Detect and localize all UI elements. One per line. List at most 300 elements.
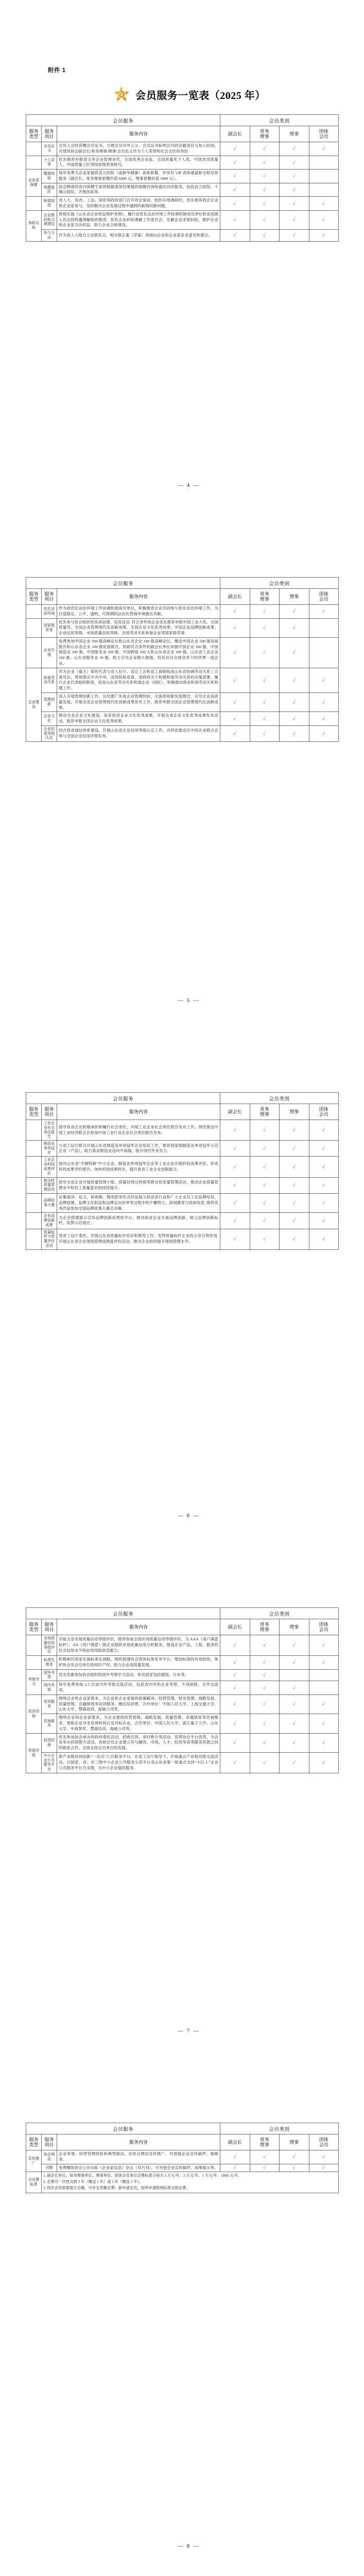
check-director [280, 618, 309, 637]
service-type-cell [26, 1213, 42, 1229]
header-vice-president: 副会长 [220, 1619, 250, 1635]
table-row [26, 1157, 339, 1177]
check-exec-director [250, 712, 280, 726]
table-body-page-4 [26, 142, 339, 242]
header-group-member-line2: 会员 [319, 134, 328, 139]
check-icon: ✓ [263, 232, 266, 238]
table-header-group-row [26, 1093, 339, 1104]
service-item-cell: 制造业单项冠军 [42, 1141, 57, 1157]
check-vice-president [220, 197, 250, 211]
check-icon: ✓ [233, 716, 237, 721]
header-vice-president: 副会长 [220, 589, 250, 605]
check-vice-president [220, 618, 250, 637]
table-row [26, 142, 339, 156]
check-icon: ✓ [233, 677, 237, 683]
header-service-item-line2: 项目 [44, 1112, 54, 1117]
header-service-type [26, 2134, 42, 2150]
header-service-item [42, 589, 57, 605]
title-row [26, 86, 338, 103]
check-vice-president [220, 605, 250, 619]
check-icon: ✓ [292, 625, 296, 631]
header-service-item-line2: 项目 [44, 597, 54, 602]
check-exec-director [250, 1694, 280, 1714]
check-icon: ✓ [292, 173, 296, 179]
page-number-5: — 5 — [178, 997, 200, 1004]
table-header-group-row [26, 1608, 339, 1619]
check-exec-director [250, 1229, 280, 1249]
service-content-cell: 倡导我省企业积极承担和履行社会责任，开展工业企业社会责任报告发布工作，择优推送中国工业经济联合会参加中国工业行业企业社会责任报告发布。 [57, 1120, 220, 1141]
check-vice-president [220, 210, 250, 229]
check-vice-president [220, 2150, 250, 2164]
header-service-item-line1: 服务 [44, 591, 54, 597]
header-service-type-line1: 服务 [29, 1106, 39, 1112]
check-director [280, 1714, 309, 1733]
check-icon: ✓ [263, 173, 266, 179]
table-row [26, 1694, 339, 1714]
check-icon: ✓ [292, 608, 296, 614]
check-vice-president [220, 1141, 250, 1157]
check-exec-director [250, 1157, 280, 1177]
check-icon: ✓ [322, 1659, 325, 1665]
table-header-group-row [26, 115, 339, 126]
header-service-type-line2: 类型 [29, 597, 39, 602]
check-director [280, 1141, 309, 1157]
header-group-member [309, 589, 339, 605]
check-vice-president [220, 1694, 250, 1714]
check-icon: ✓ [233, 1127, 237, 1133]
check-group-member [309, 183, 339, 197]
service-item-cell: 企业百强 [42, 637, 57, 668]
document-page-6 [0, 1030, 364, 1546]
header-director: 理事 [280, 2134, 309, 2150]
check-director [280, 1157, 309, 1177]
service-item-cell: 协会网站 [42, 2150, 57, 2164]
fee-standard-label: 会员费标准 [26, 2172, 42, 2193]
header-service-item [42, 126, 57, 142]
table-body-page-7 [26, 1635, 339, 1773]
check-icon: ✓ [292, 200, 296, 206]
header-exec-director-line2: 理事 [259, 1627, 269, 1632]
service-type-cell [26, 197, 42, 211]
check-icon: ✓ [322, 1701, 325, 1707]
check-icon: ✓ [233, 1217, 237, 1223]
header-service-item [42, 1619, 57, 1635]
table-row [26, 1229, 339, 1249]
table-row [26, 170, 339, 183]
header-exec-director-line2: 理事 [259, 134, 269, 139]
check-icon: ✓ [322, 1145, 325, 1151]
service-content-cell: 作为省优化法治环境工作协调机制成员单位，积极推进企业共同参与优化法治环境工作，为打造稳定、公平、透明、可预期的法治化营商环境做出贡献。 [57, 605, 220, 619]
check-icon: ✓ [292, 731, 296, 736]
check-icon: ✓ [322, 677, 325, 683]
header-exec-director [250, 1104, 280, 1120]
check-vice-president [220, 1752, 250, 1773]
service-type-cell [26, 1141, 42, 1157]
check-icon: ✓ [292, 716, 296, 721]
header-service-content: 服务内容 [57, 1104, 220, 1120]
check-icon: ✓ [292, 677, 296, 683]
check-group-member [309, 1193, 339, 1212]
check-group-member [309, 1656, 339, 1670]
service-type-cell [26, 142, 42, 156]
header-group-member [309, 2134, 339, 2150]
service-item-cell: 刊物 [42, 2164, 57, 2172]
check-icon: ✓ [292, 1182, 296, 1188]
check-icon: ✓ [322, 1759, 325, 1765]
service-content-cell: 作为省人大地方立法联系点，相关修正案（草案）将面向企业和企业家征求意见和建议。 [57, 230, 220, 242]
header-exec-director [250, 1619, 280, 1635]
check-icon: ✓ [233, 1685, 237, 1690]
header-service-type-line2: 类型 [29, 2142, 39, 2147]
fee-standard-note-line: 2. 会费可一次性交纳 3 年（赠送 1 年）或 5 年（赠送 2 年）。 [43, 2179, 143, 2184]
service-content-cell: 优先推荐申报袁宝华企业管理金奖、全国优秀企业家、全国质量奖个人奖、中国杰出质量人、中国质量工匠等国家级荣誉称号。 [57, 156, 220, 170]
document-page-7 [0, 1546, 364, 2061]
check-director [280, 1752, 309, 1773]
service-type-cell [26, 1177, 42, 1193]
check-group-member [309, 1213, 339, 1229]
member-service-table-page-6 [26, 1092, 339, 1250]
check-icon: ✓ [322, 146, 325, 151]
header-service-type-line2: 类型 [29, 1112, 39, 1117]
check-icon: ✓ [263, 650, 266, 655]
check-icon: ✓ [263, 1720, 266, 1726]
check-icon: ✓ [233, 1642, 237, 1648]
check-group-member [309, 1177, 339, 1193]
header-exec-director-line2: 理事 [259, 597, 269, 602]
check-group-member [309, 1141, 339, 1157]
check-icon: ✓ [263, 1740, 266, 1745]
header-service-type [26, 126, 42, 142]
check-vice-president [220, 1681, 250, 1695]
table-row [26, 725, 339, 741]
check-icon: ✓ [233, 1720, 237, 1726]
check-director [280, 668, 309, 692]
header-group-member [309, 1619, 339, 1635]
member-service-table-page-4 [26, 114, 339, 242]
check-vice-president [220, 1193, 250, 1212]
header-service-item-line1: 服务 [44, 128, 54, 134]
check-exec-director [250, 1193, 280, 1212]
service-content-cell: 受省工信厅委托，开展山东省质量标杆培育和推荐工作，发挥质量标杆企业的示范引领作用. 开展山东省企业现场管理成熟度评价活动，推动企业持续提升现场管理水平。 [57, 1229, 220, 1249]
check-icon: ✓ [233, 731, 237, 736]
check-exec-director [250, 1752, 280, 1773]
check-exec-director [250, 170, 280, 183]
check-director [280, 637, 309, 668]
check-exec-director [250, 637, 280, 668]
header-exec-director-line2: 理事 [259, 1112, 269, 1117]
service-content-cell: 深入开展管理创新工作，总结推广先进企业管理经验，全面贯彻新发展理念，引导企业高质量发展，开展全省企业管理现代化创新成果发布工作，推荐申报全国企业管理现代化创新成果。 [57, 692, 220, 711]
service-type-cell: 宣传推广 [26, 2150, 42, 2172]
check-exec-director [250, 2164, 280, 2172]
check-group-member [309, 1635, 339, 1656]
header-service-type-line1: 服务 [29, 2137, 39, 2142]
header-service-item-line2: 项目 [44, 134, 54, 139]
service-content-cell: 优先参与协会组织的各项创建、培育活动. 符合条件的企业优先推荐申报中国工业大奖、全国质量奖、全国企业管理现代化创新成果、全国企业文化优秀成果、中国企业品牌创新成果、企业信用等级、市场质量信用等级、全国劳动关系和谐企业等国家级荣誉。 [57, 618, 220, 637]
header-service-item-line2: 项目 [44, 1627, 54, 1632]
check-group-member [309, 1752, 339, 1773]
table-row [26, 1213, 339, 1229]
table-header-col-row [26, 1104, 339, 1120]
check-vice-president [220, 1669, 250, 1681]
service-item-cell: 会员证书 [42, 142, 57, 156]
check-icon: ✓ [263, 699, 266, 705]
check-icon: ✓ [292, 1145, 296, 1151]
check-director [280, 1681, 309, 1695]
service-item-cell: 工业企业科技成果评价 [42, 1157, 57, 1177]
page-number-4: — 4 — [178, 482, 200, 488]
table-row [26, 1752, 339, 1773]
check-vice-president [220, 1714, 250, 1733]
check-group-member [309, 692, 339, 711]
check-exec-director [250, 1213, 280, 1229]
check-group-member [309, 605, 339, 619]
check-group-member [309, 668, 339, 692]
table-body-page-8 [26, 2150, 339, 2193]
header-service-type-line2: 类型 [29, 1627, 39, 1632]
check-exec-director [250, 1681, 280, 1695]
check-icon: ✓ [263, 187, 266, 192]
service-item-cell: 和谐劳动关系 [42, 668, 57, 692]
check-icon: ✓ [322, 232, 325, 238]
table-row [26, 618, 339, 637]
table-header-col-row [26, 126, 339, 142]
check-director [280, 1193, 309, 1212]
check-vice-president [220, 1177, 250, 1193]
check-vice-president [220, 170, 250, 183]
check-director [280, 692, 309, 711]
service-item-cell: 个人荣誉 [42, 156, 57, 170]
check-exec-director [250, 692, 280, 711]
service-item-cell: 标准化推进 [42, 1656, 57, 1670]
check-icon: ✓ [292, 232, 296, 238]
document-page-8 [0, 2061, 364, 2576]
header-member-service: 会员服务 [26, 1093, 220, 1104]
check-icon: ✓ [322, 731, 325, 736]
service-item-cell: 优化法治环境 [42, 605, 57, 619]
service-content-cell: 结合我省诚信体系建设，开展山东省企业信用等级认定工作，并择优推送至中国企业联合会参与全国企业信用评级发布。 [57, 725, 220, 741]
service-content-cell: 与省工信厅联合开展山东省制造业单项冠军企业培育工作，推荐国家级制造业单项冠军示范企业（产品），助力我省制造业迈向中高端，提升国内外竞争力。 [57, 1141, 220, 1157]
header-vice-president: 副会长 [220, 1104, 250, 1120]
check-icon: ✓ [263, 2154, 266, 2160]
header-service-content: 服务内容 [57, 126, 220, 142]
check-group-member [309, 1694, 339, 1714]
table-row [26, 637, 339, 668]
check-director [280, 1694, 309, 1714]
header-service-type [26, 1619, 42, 1635]
header-service-content: 服务内容 [57, 1619, 220, 1635]
check-icon: ✓ [263, 677, 266, 683]
check-vice-president [220, 1229, 250, 1249]
header-group-member [309, 1104, 339, 1120]
check-group-member [309, 1157, 339, 1177]
service-item-cell: 企业维权和合规建设 [42, 210, 57, 229]
check-icon: ✓ [263, 608, 266, 614]
check-director [280, 156, 309, 170]
check-icon: ✓ [322, 217, 325, 223]
service-content-cell: 作为企业（雇主）组织代表与省人社厅、省总工会和省工商联组成山东省协调劳动关系三方委员会，贯彻落实中共中央、国务院和省委、省政府关于构建和谐劳动关系的决策部署，履行企业代表组织职责，培育山东省劳动关系和谐企业（园区），积极推动我省和谐劳动关系构建工作。 [57, 668, 220, 692]
table-row [26, 197, 339, 211]
service-content-cell: 会员入会时获赠会员证书，方便会员对外公示。会员证书标明会员的会籍身份与加入时间。可使用协会副会长/常务理事/理事/会员名义作为个人荣誉和社会交往的身份. [57, 142, 220, 156]
check-exec-director [250, 1656, 280, 1670]
header-group-member-line2: 会员 [319, 1627, 328, 1632]
check-exec-director [250, 1714, 280, 1733]
service-item-cell: 管理创新 [42, 692, 57, 711]
service-type-cell [26, 1193, 42, 1212]
check-icon: ✓ [292, 159, 296, 165]
service-content-cell: 征集演讲、征文、短视频、微电影等形式作品展示我省各行业和广大企业员工在品牌培育、品牌创建、品牌文化积淀和品牌走向世界等过程中的不懈努力、深刻感受与具体收获. 推荐优秀作品参加全国品牌故事大赛总决赛。 [57, 1193, 220, 1212]
service-item-cell: 保健就医 [42, 183, 57, 197]
header-service-type-line2: 类型 [29, 134, 39, 139]
check-icon: ✓ [263, 716, 266, 721]
check-icon: ✓ [263, 731, 266, 736]
service-type-cell: 培训咨询 [26, 1694, 42, 1733]
service-type-cell: 考察学习 [26, 1669, 42, 1694]
check-icon: ✓ [322, 1200, 325, 1206]
header-service-type-line1: 服务 [29, 591, 39, 597]
check-icon: ✓ [263, 1182, 266, 1188]
check-icon: ✓ [292, 1740, 296, 1745]
header-service-type-line1: 服务 [29, 1621, 39, 1627]
header-exec-director [250, 2134, 280, 2150]
service-type-cell: 资源对接 [26, 1733, 42, 1773]
fee-standard-note-line: 1. 副会长单位、常务理事单位、理事单位、团体会员单位会费标准分别为 3 万元/年、2 万元/年、1 万元/年、5000 元/年。 [43, 2173, 242, 2178]
check-director [280, 1669, 309, 1681]
service-item-cell: 投资招商 [42, 1733, 57, 1752]
service-type-cell [26, 1635, 42, 1656]
service-type-cell [26, 1120, 42, 1141]
service-type-cell: 企业家保健 [26, 170, 42, 197]
check-icon: ✓ [292, 187, 296, 192]
table-row [26, 1141, 339, 1157]
check-director [280, 1229, 309, 1249]
check-icon: ✓ [292, 1642, 296, 1648]
check-director [280, 1635, 309, 1656]
service-item-cell: 国内考察 [42, 1681, 57, 1695]
header-member-service: 会员服务 [26, 2123, 220, 2134]
check-icon: ✓ [233, 1182, 237, 1188]
header-member-service: 会员服务 [26, 1608, 220, 1619]
check-icon: ✓ [233, 217, 237, 223]
check-icon: ✓ [233, 1659, 237, 1665]
check-icon: ✓ [292, 2165, 296, 2171]
check-icon: ✓ [292, 650, 296, 655]
check-group-member [309, 230, 339, 242]
service-content-cell: 免费赠阅协会公开出版《企业家信息》杂志（双月刊），可刊登企业宣传稿件、成果展示等。 [57, 2164, 220, 2172]
table-row [26, 1733, 339, 1752]
service-content-cell: 积极响应国家实施标准化战略，组织搭建协会团体标准发布平台，增加标准的有效供给，保护协会及会员单位的知识产权，助力企业高质量发展。 [57, 1656, 220, 1670]
service-content-cell: 指导全省企业开展质量管理小组、质量信得过班组等群众性质量管理活动，推动企业质量管理水平和员工质量意识的持续提升。 [57, 1177, 220, 1193]
service-item-cell: 桥梁纽带 [42, 197, 57, 211]
header-member-type: 会员类别 [220, 115, 339, 126]
check-icon: ✓ [292, 2154, 296, 2160]
header-service-item-line1: 服务 [44, 1621, 54, 1627]
check-exec-director [250, 2150, 280, 2164]
check-icon: ✓ [233, 2154, 237, 2160]
check-icon: ✓ [292, 1127, 296, 1133]
check-icon: ✓ [233, 200, 237, 206]
service-type-cell [26, 156, 42, 170]
table-row [26, 605, 339, 619]
header-exec-director-line2: 理事 [259, 2142, 269, 2147]
check-icon: ✓ [233, 232, 237, 238]
check-icon: ✓ [292, 146, 296, 151]
service-content-cell: 推动全省企业文化建设，培育我省企业文化优秀成果，开展全省企业文化优秀成果发布活动，推荐申报全国企业文化优秀成果。 [57, 712, 220, 726]
table-row [26, 1681, 339, 1695]
check-vice-president [220, 668, 250, 692]
page-number-7: — 7 — [178, 2028, 200, 2034]
table-row [26, 156, 339, 170]
service-item-cell: 群众性质量管理活动 [42, 1177, 57, 1193]
header-group-member-line1: 团体 [319, 128, 328, 134]
check-icon: ✓ [263, 159, 266, 165]
check-group-member [309, 712, 339, 726]
check-icon: ✓ [263, 1127, 266, 1133]
check-icon: ✓ [292, 1236, 296, 1242]
attachment-label: 附件 1 [48, 67, 66, 74]
check-icon: ✓ [233, 1740, 237, 1745]
service-type-cell [26, 637, 42, 668]
check-icon: ✓ [233, 1236, 237, 1242]
check-icon: ✓ [233, 1164, 237, 1170]
check-icon: ✓ [322, 608, 325, 614]
check-icon: ✓ [292, 1200, 296, 1206]
service-content-cell: 贯彻实施《山东省企业权益保护条例》，履行省优化法治环境工作协调机制成员单位和省高级人民法院特邀调解组织职责，依托企业纠纷调解工作委员会，化解企业矛盾纠纷，维护企业和企业家合法权益，助力企业合规建设。 [57, 210, 220, 229]
check-icon: ✓ [322, 1740, 325, 1745]
fee-standard-note-line: 3. 现有会员如需提升会籍，可补交差额会费；新申请会员，按所申请级别标准交纳会费。 [43, 2185, 190, 2191]
check-icon: ✓ [263, 1145, 266, 1151]
check-icon: ✓ [322, 1217, 325, 1223]
check-exec-director [250, 197, 280, 211]
header-exec-director-line1: 常务 [259, 2137, 269, 2142]
check-icon: ✓ [292, 1759, 296, 1765]
check-icon: ✓ [322, 1720, 325, 1726]
header-exec-director [250, 589, 280, 605]
check-exec-director [250, 142, 280, 156]
check-director [280, 1656, 309, 1670]
service-item-cell: 企业文化 [42, 712, 57, 726]
service-type-cell [26, 1157, 42, 1177]
check-group-member [309, 1120, 339, 1141]
check-director [280, 605, 309, 619]
header-member-service: 会员服务 [26, 578, 220, 589]
table-header-col-row [26, 589, 339, 605]
table-body-page-5 [26, 605, 339, 742]
check-vice-president [220, 142, 250, 156]
check-vice-president [220, 725, 250, 741]
check-icon: ✓ [292, 1659, 296, 1665]
check-icon: ✓ [292, 217, 296, 223]
check-icon: ✓ [322, 1236, 325, 1242]
fee-standard-notes [42, 2172, 339, 2193]
table-header-group-row [26, 578, 339, 589]
service-item-cell: 市场质量信用等级评价 [42, 1635, 57, 1656]
header-vice-president: 副会长 [220, 2134, 250, 2150]
header-service-item-line1: 服务 [44, 2137, 54, 2142]
check-vice-president [220, 1120, 250, 1141]
check-icon: ✓ [322, 2154, 325, 2160]
header-member-type: 会员类别 [220, 1093, 339, 1104]
check-icon: ✓ [322, 1642, 325, 1648]
member-service-table-page-5 [26, 577, 339, 742]
check-exec-director [250, 1669, 280, 1681]
check-group-member [309, 210, 339, 229]
header-group-member [309, 126, 339, 142]
check-exec-director [250, 1733, 280, 1752]
service-item-cell: 中小企业公共服务平台 [42, 1752, 57, 1773]
service-type-cell: 参政议政 [26, 210, 42, 241]
check-icon: ✓ [263, 1236, 266, 1242]
service-content-cell: 免费参加中国企业 500 强高峰论坛和山东省企业 100 强高峰论坛，赠送中国企业 500 强发展报告和山东省企业 100 强发展报告，协助符合条件的副会长单位申报中国企业 500 强、中国制造业 500 强、中国服务业 500 强、中国跨国 100 大和山东省企业 100 强、山东省工业企业 100 强、山东省服务业 50 强。助力会员企业做大做强，培育具有全球竞争力的世界一流企业。 [57, 637, 220, 668]
